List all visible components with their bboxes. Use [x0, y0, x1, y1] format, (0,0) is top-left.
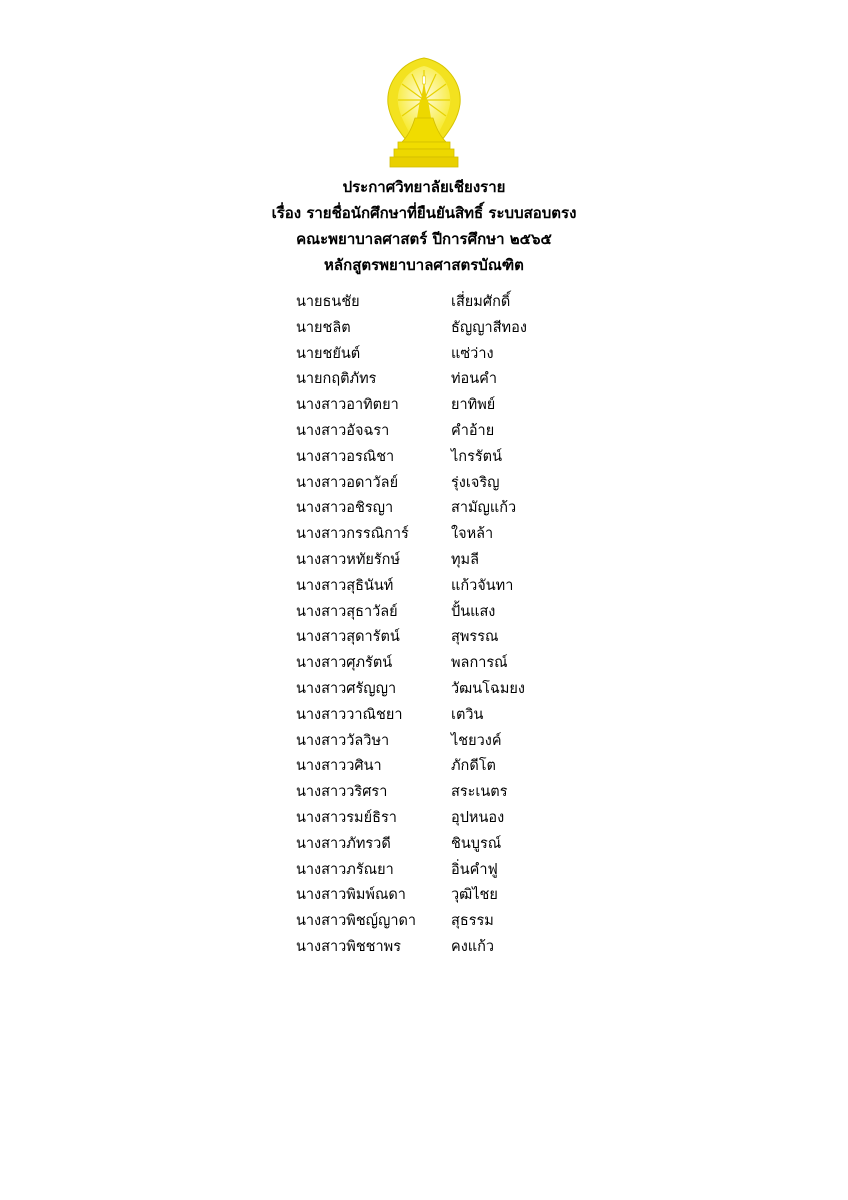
student-last-name: วัฒนโฉมยง: [451, 680, 525, 697]
student-first-name: นางสาวอัจฉรา: [296, 422, 390, 439]
list-item: [296, 780, 616, 806]
program-name: หลักสูตรพยาบาลศาสตรบัณฑิต: [324, 256, 524, 274]
list-item: [296, 754, 616, 780]
list-item: [296, 419, 616, 445]
student-first-name: นางสาวศรัญญา: [296, 680, 397, 697]
student-last-name: ไชยวงค์: [451, 732, 502, 749]
student-first-name: นางสาวพิชญ์ญาดา: [296, 913, 417, 930]
list-item: [296, 883, 616, 909]
student-last-name: ท่อนคำ: [451, 371, 498, 388]
student-last-name: สุธรรม: [451, 913, 494, 930]
student-first-name: นางสาวสุธาวัลย์: [296, 603, 398, 620]
list-item: [296, 445, 616, 471]
student-last-name: ทุมลี: [451, 551, 480, 568]
list-item: [296, 342, 616, 368]
student-first-name: นางสาวพิชชาพร: [296, 938, 401, 955]
list-item: [296, 522, 616, 548]
list-item: [296, 367, 616, 393]
student-first-name: นางสาวศุภรัตน์: [296, 655, 393, 672]
student-last-name: วุฒิไชย: [451, 887, 498, 904]
list-item: [296, 935, 616, 961]
student-first-name: นางสาวอชิรญา: [296, 500, 394, 517]
faculty-and-year: คณะพยาบาลศาสตร์ ปีการศึกษา ๒๕๖๕: [296, 230, 552, 248]
student-last-name: ยาทิพย์: [451, 397, 496, 414]
list-item: [296, 909, 616, 935]
student-first-name: นายชลิต: [296, 319, 351, 336]
student-last-name: ธัญญาสีทอง: [451, 319, 527, 336]
student-last-name: ใจหล้า: [451, 526, 494, 543]
announcement-subject: เรื่อง รายชื่อนักศึกษาที่ยืนยันสิทธิ์ ระบบสอบตรง: [271, 204, 577, 222]
student-first-name: นางสาวอรณิชา: [296, 448, 395, 465]
student-first-name: นางสาววริศรา: [296, 784, 388, 801]
student-first-name: นางสาววศินา: [296, 758, 382, 775]
list-item: [296, 574, 616, 600]
student-last-name: ไกรรัตน์: [451, 448, 502, 465]
student-first-name: นางสาววาณิชยา: [296, 706, 403, 723]
student-first-name: นางสาวภรัณยา: [296, 861, 394, 878]
announcement-heading: [0, 174, 848, 278]
student-last-name: อิ่นคำฟู: [451, 861, 498, 878]
student-first-name: นางสาววัลวิษา: [296, 732, 390, 749]
student-last-name: คำอ้าย: [451, 422, 495, 439]
list-item: [296, 548, 616, 574]
list-item: [296, 858, 616, 884]
student-first-name: นางสาวภัทรวดี: [296, 835, 391, 852]
student-last-name: เสี่ยมศักดิ์: [451, 294, 511, 310]
student-first-name: นายธนชัย: [296, 294, 360, 310]
list-item: [296, 729, 616, 755]
student-last-name: แก้วจันทา: [451, 577, 514, 594]
student-last-name: ภักดีโต: [451, 758, 496, 775]
student-last-name: แซ่ว่าง: [451, 345, 494, 362]
list-item: [296, 806, 616, 832]
student-first-name: นางสาวหทัยรักษ์: [296, 551, 401, 568]
student-first-name: นายกฤติภัทร: [296, 371, 377, 388]
student-last-name: รุ่งเจริญ: [451, 474, 500, 491]
list-item: [296, 471, 616, 497]
student-last-name: ชินบูรณ์: [451, 835, 502, 852]
student-last-name: สุพรรณ: [451, 629, 499, 646]
university-emblem-icon: [384, 56, 464, 170]
student-first-name: นางสาวรมย์ธิรา: [296, 809, 397, 826]
list-item: [296, 677, 616, 703]
student-first-name: นายชยันต์: [296, 345, 361, 362]
list-item: [296, 600, 616, 626]
list-item: [296, 625, 616, 651]
student-first-name: นางสาวสุดารัตน์: [296, 629, 400, 646]
list-item: [296, 703, 616, 729]
list-item: [296, 290, 616, 316]
student-name-list: [296, 290, 616, 961]
student-last-name: อุปหนอง: [451, 809, 505, 826]
student-first-name: นางสาวกรรณิการ์: [296, 526, 409, 543]
student-last-name: เตวิน: [451, 706, 484, 723]
list-item: [296, 496, 616, 522]
list-item: [296, 651, 616, 677]
list-item: [296, 316, 616, 342]
student-last-name: คงแก้ว: [451, 938, 495, 955]
student-first-name: นางสาวอาทิตยา: [296, 397, 399, 414]
announcement-title: ประกาศวิทยาลัยเชียงราย: [342, 178, 506, 196]
student-first-name: นางสาวสุธินันท์: [296, 577, 394, 594]
student-last-name: สามัญแก้ว: [451, 500, 517, 517]
student-last-name: สระเนตร: [451, 784, 508, 801]
list-item: [296, 393, 616, 419]
list-item: [296, 832, 616, 858]
student-last-name: พลการณ์: [451, 655, 508, 672]
student-last-name: ปั้นแสง: [451, 603, 496, 620]
student-first-name: นางสาวพิมพ์ณดา: [296, 887, 406, 904]
student-first-name: นางสาวอดาวัลย์: [296, 474, 399, 491]
